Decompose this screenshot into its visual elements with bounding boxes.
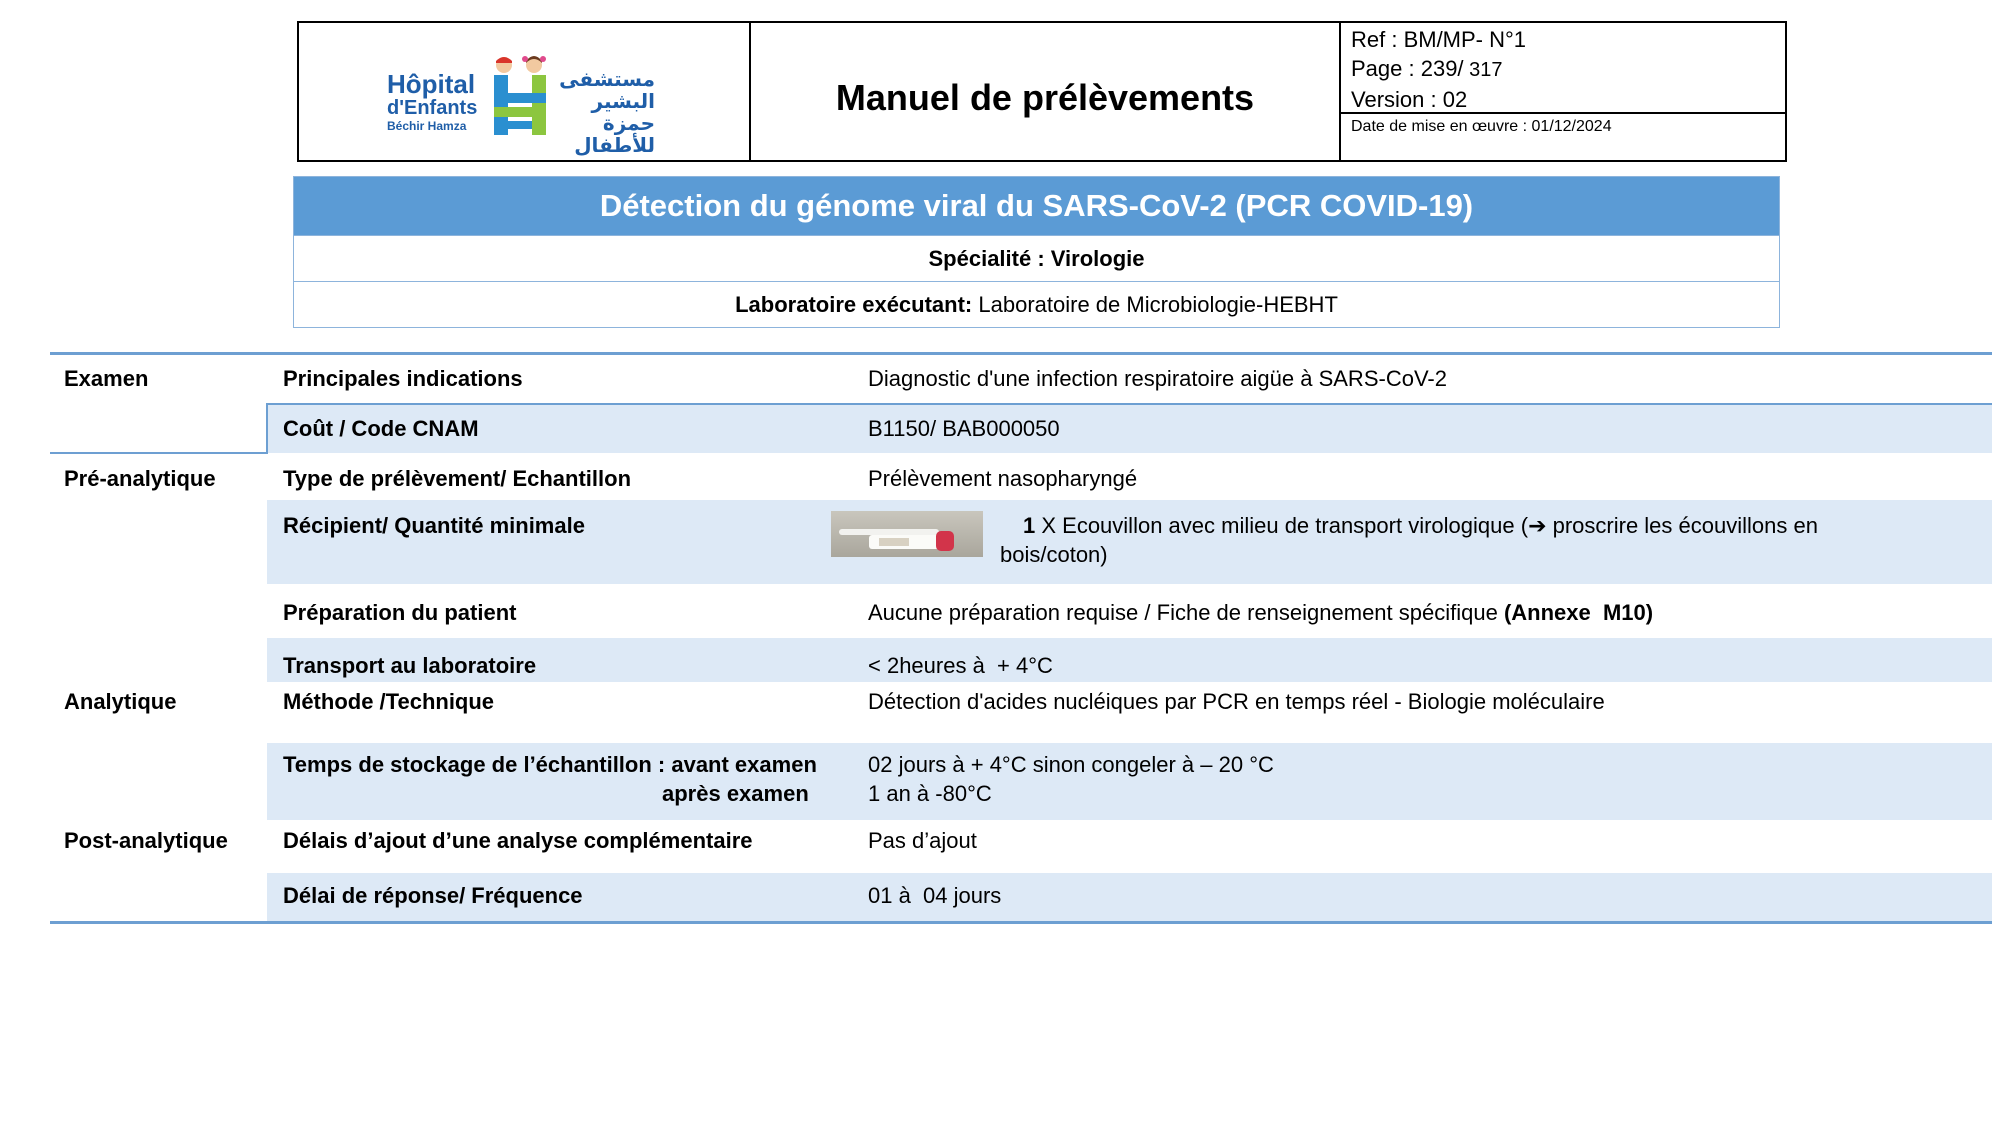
arrow-right-icon: ➔ (1528, 513, 1547, 538)
table-row (50, 743, 1992, 820)
row-value-type: Prélèvement nasopharyngé (868, 466, 1138, 491)
row-value-delais-ajout: Pas d’ajout (868, 828, 977, 853)
recipient-value-b: proscrire les écouvillons en (1546, 513, 1818, 538)
date-mise-en-oeuvre: Date de mise en œuvre : 01/12/2024 (1351, 118, 1612, 135)
page-number (1351, 54, 1775, 85)
logo-name-ar (559, 69, 655, 157)
row-value-stockage-line2: 1 an à -80°C (868, 781, 992, 806)
row-label-stockage-line1: Temps de stockage de l’échantillon : avant examen (283, 752, 817, 777)
row-value-recipient-line1 (1023, 511, 1818, 540)
row-label-delais-ajout: Délais d’ajout d’une analyse complémentaire (283, 828, 753, 853)
row-label-transport: Transport au laboratoire (283, 653, 537, 678)
row-value-stockage-line1: 02 jours à + 4°C sinon congeler à – 20 °C (868, 752, 1274, 777)
table-row (50, 355, 1992, 403)
specialite: Spécialité : Virologie (294, 235, 1779, 281)
logo-name-ar-line2: البشير حمزة (591, 91, 655, 135)
version: Version : 02 (1351, 87, 1468, 112)
row-label-stockage-line2: après examen (662, 781, 809, 806)
swab-tube-image (831, 511, 983, 557)
table-row (50, 820, 1992, 873)
row-value-recipient-line2: bois/coton) (1000, 542, 1108, 567)
document-meta (1341, 23, 1785, 160)
row-label-methode: Méthode /Technique (283, 689, 495, 714)
row-value-delai-reponse: 01 à 04 jours (868, 883, 1002, 908)
row-label-recipient: Récipient/ Quantité minimale (283, 513, 585, 538)
row-value-methode: Détection d'acides nucléiques par PCR en temps réel - Biologie moléculaire (868, 689, 1605, 714)
row-value-transport: < 2heures à + 4°C (868, 653, 1053, 678)
logo-name-ar-line3: للأطفال (574, 135, 655, 157)
row-label-indications: Principales indications (283, 366, 523, 391)
logo-name-fr-line1: Hôpital (387, 69, 476, 99)
recipient-value-a: X Ecouvillon avec milieu de transport virologique ( (1035, 513, 1529, 538)
section-analytique: Analytique (64, 689, 177, 714)
hospital-logo-icon (387, 51, 657, 157)
page-label: Page : 239/ (1351, 56, 1464, 81)
row-label-preparation: Préparation du patient (283, 600, 517, 625)
logo-cell (299, 23, 751, 160)
table-row (50, 584, 1992, 638)
table-row (50, 682, 1992, 743)
row-label-type: Type de prélèvement/ Echantillon (283, 466, 632, 491)
logo-name-ar-line1: مستشفى (559, 69, 655, 91)
table-row (50, 873, 1992, 921)
laboratoire-value: Laboratoire de Microbiologie-HEBHT (972, 291, 1338, 317)
section-divider (266, 403, 268, 453)
table-row (50, 403, 1992, 453)
row-label-delai-reponse: Délai de réponse/ Fréquence (283, 883, 583, 908)
section-post-analytique: Post-analytique (64, 828, 228, 853)
logo-h-mark (490, 55, 550, 139)
manual-title: Manuel de prélèvements (751, 23, 1341, 160)
exam-title-block (293, 176, 1780, 328)
section-pre-analytique: Pré-analytique (64, 466, 216, 491)
preparation-annex: (Annexe M10) (1503, 600, 1654, 625)
table-row (50, 500, 1992, 584)
exam-title: Détection du génome viral du SARS-CoV-2 (PCR COVID-19) (294, 177, 1779, 235)
row-separator (267, 403, 1992, 405)
ref-number: Ref : BM/MP- N°1 (1351, 27, 1527, 52)
recipient-qty: 1 (1023, 513, 1036, 538)
row-band (267, 403, 1992, 453)
logo-name-fr (387, 71, 477, 132)
laboratoire-executant (294, 281, 1779, 327)
table-bottom-rule (50, 921, 1992, 924)
document-meta-top (1341, 23, 1785, 114)
logo-name-fr-line3: Béchir Hamza (387, 119, 467, 133)
page-total: 317 (1463, 59, 1503, 81)
row-value-indications: Diagnostic d'une infection respiratoire aigüe à SARS-CoV-2 (868, 366, 1447, 391)
row-value-preparation (868, 598, 1653, 627)
row-value-cout: B1150/ BAB000050 (868, 416, 1060, 441)
preparation-value: Aucune préparation requise / Fiche de renseignement spécifique (868, 600, 1504, 625)
row-label-cout: Coût / Code CNAM (283, 416, 479, 441)
table-row (50, 638, 1992, 682)
section-examen: Examen (64, 366, 149, 391)
logo-name-fr-line2: d'Enfants (387, 97, 478, 119)
laboratoire-label: Laboratoire exécutant: (735, 291, 973, 317)
document-header (297, 21, 1787, 162)
table-row (50, 453, 1992, 500)
